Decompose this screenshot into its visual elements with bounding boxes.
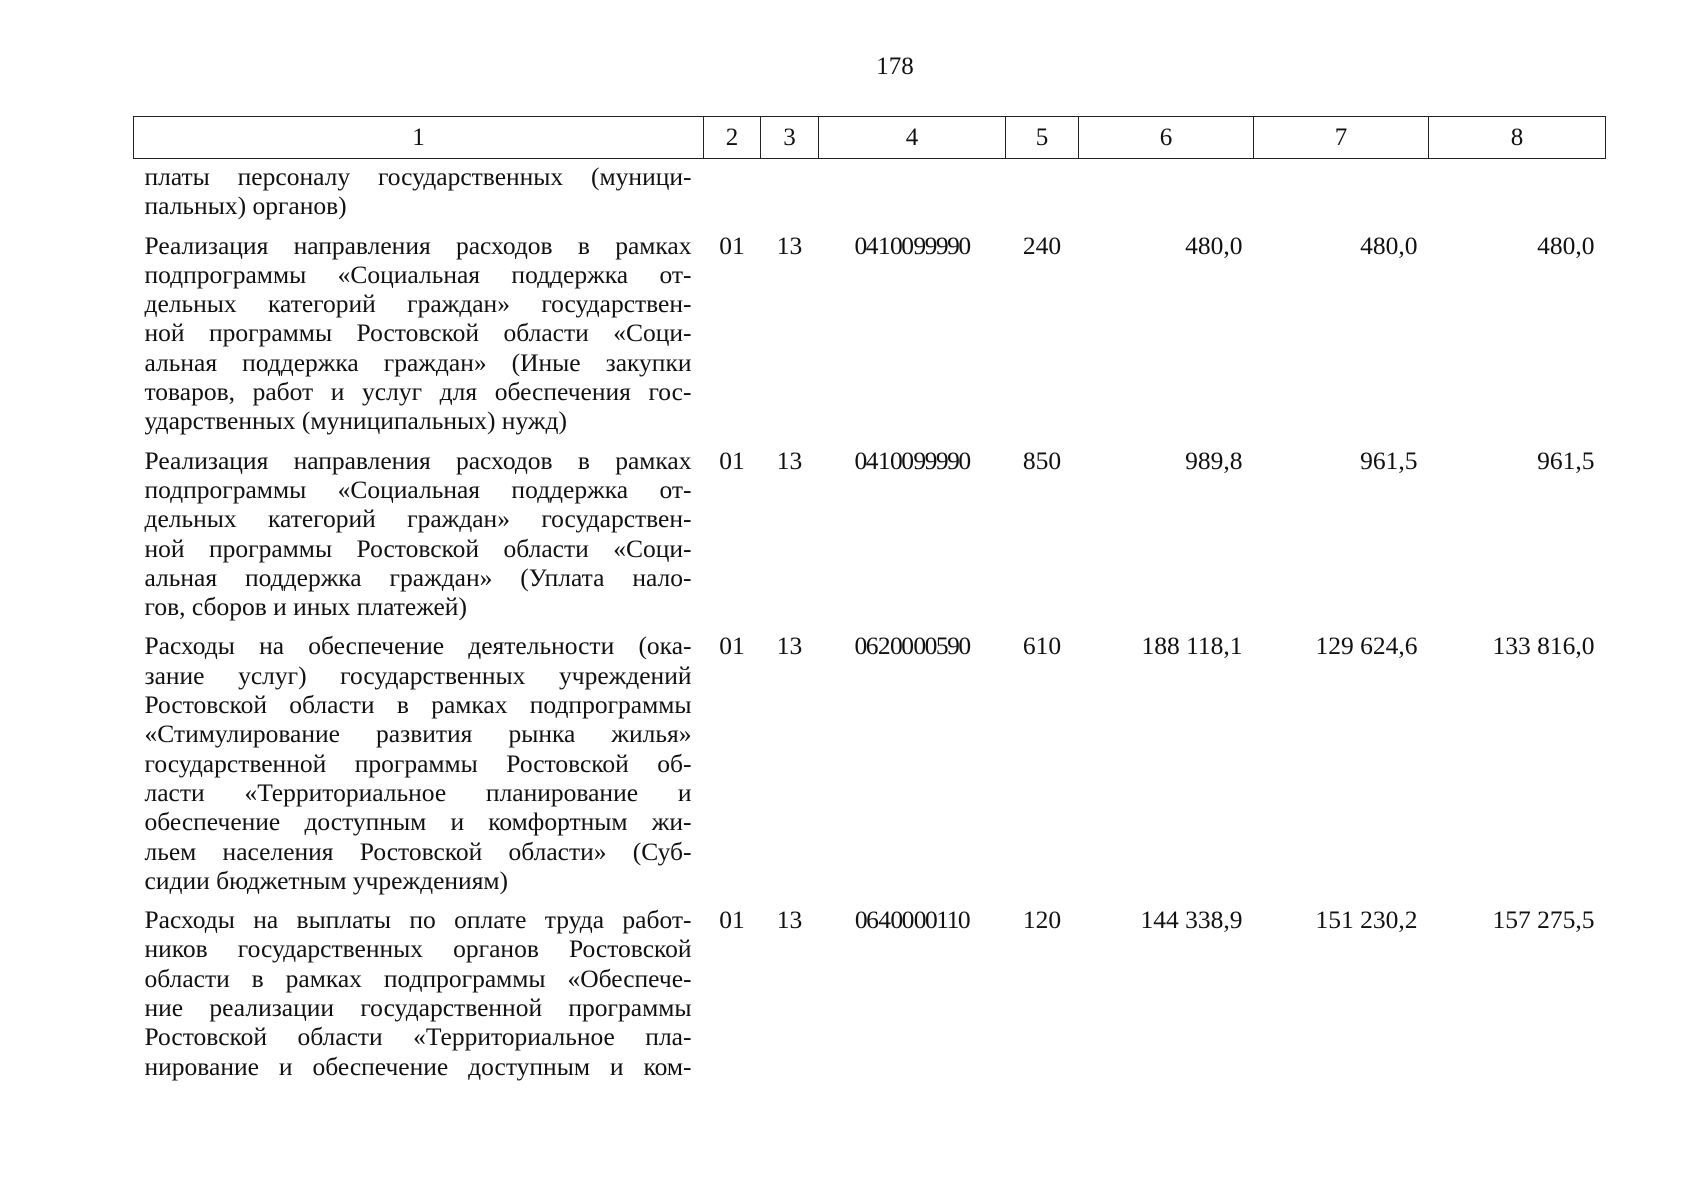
- table-row: [134, 621, 1606, 895]
- amount-year-1: 480,0: [1185, 230, 1243, 260]
- section-code: 01: [719, 445, 745, 475]
- target-article-code: 04 1 00 99990: [854, 445, 970, 475]
- table-row: [134, 436, 1606, 622]
- description-line: ние реализации государственной программы: [144, 993, 692, 1023]
- description-line: Ростовской области в рамках подпрограммы: [144, 690, 692, 720]
- amount-year-3: 961,5: [1537, 445, 1595, 475]
- section-code: 01: [719, 905, 745, 935]
- column-header-3: 3: [761, 117, 819, 159]
- section-code: [704, 159, 761, 221]
- subsection-code: [761, 159, 819, 221]
- description-line: ной программы Ростовской области «Соци-: [144, 318, 692, 348]
- table-row: [134, 221, 1606, 436]
- subsection-code: 13: [776, 631, 803, 661]
- description-line: платы персоналу государственных (муници-: [144, 162, 692, 191]
- description-line: «Стимулирование развития рынка жилья»: [144, 719, 692, 749]
- description-line: подпрограммы «Социальная поддержка от-: [144, 474, 692, 504]
- amount-year-2: 961,5: [1360, 445, 1418, 475]
- column-header-5: 5: [1006, 117, 1079, 159]
- table-header: [134, 117, 1606, 159]
- subsection-code: 13: [776, 230, 803, 260]
- description-line: зание услуг) государственных учреждений: [144, 660, 692, 690]
- description-line: подпрограммы «Социальная поддержка от-: [144, 259, 692, 289]
- amount-year-3: 480,0: [1537, 230, 1595, 260]
- table-body: [134, 159, 1606, 1081]
- description-line: товаров, работ и услуг для обеспечения гос-: [144, 377, 692, 407]
- column-header-7: 7: [1254, 117, 1429, 159]
- amount-year-3: [1429, 159, 1606, 221]
- description-line: области в рамках подпрограммы «Обеспече-: [144, 963, 692, 993]
- subsection-code: 13: [776, 905, 803, 935]
- amount-year-1: 188 118,1: [1141, 631, 1243, 661]
- row-description: [134, 159, 704, 221]
- column-header-6: 6: [1079, 117, 1254, 159]
- column-number-row: [134, 117, 1606, 159]
- page-number: 178: [876, 53, 914, 80]
- target-article-code: 04 1 00 99990: [854, 230, 970, 260]
- description-line: Расходы на обеспечение деятельности (ока-: [144, 631, 692, 661]
- description-line: дельных категорий граждан» государствен-: [144, 289, 692, 319]
- description-line: альная поддержка граждан» (Иные закупки: [144, 347, 692, 377]
- row-description: [134, 221, 704, 436]
- description-line: альная поддержка граждан» (Уплата нало-: [144, 562, 692, 592]
- description-line: Расходы на выплаты по оплате труда работ-: [144, 905, 692, 935]
- subsection-code: 13: [776, 445, 803, 475]
- amount-year-3: 133 816,0: [1492, 631, 1595, 661]
- section-code: 01: [719, 631, 745, 661]
- amount-year-1: 989,8: [1185, 445, 1243, 475]
- description-line: ной программы Ростовской области «Соци-: [144, 533, 692, 563]
- column-header-1: 1: [134, 117, 704, 159]
- description-line: государственной программы Ростовской об-: [144, 748, 692, 778]
- table-row: [134, 895, 1606, 1081]
- description-line: ласти «Территориальное планирование и: [144, 777, 692, 807]
- description-line: нирование и обеспечение доступным и ком-: [144, 1051, 692, 1081]
- amount-year-1: 144 338,9: [1140, 905, 1243, 935]
- amount-year-2: 480,0: [1360, 230, 1418, 260]
- description-line: гов, сборов и иных платежей): [144, 592, 467, 622]
- expense-type-code: 240: [1022, 230, 1062, 260]
- column-header-2: 2: [704, 117, 761, 159]
- budget-table: [133, 116, 1606, 1081]
- description-line: льем населения Ростовской области» (Суб-: [144, 836, 692, 866]
- amount-year-1: [1079, 159, 1254, 221]
- column-header-4: 4: [819, 117, 1006, 159]
- row-description: [134, 621, 704, 895]
- description-line: Реализация направления расходов в рамках: [144, 230, 692, 260]
- amount-year-3: 157 275,5: [1492, 905, 1595, 935]
- column-header-8: 8: [1429, 117, 1606, 159]
- target-article-code: [819, 159, 1006, 221]
- amount-year-2: 129 624,6: [1315, 631, 1418, 661]
- expense-type-code: 610: [1022, 631, 1062, 661]
- description-line: ударственных (муниципальных) нужд): [144, 406, 567, 436]
- expense-type-code: 850: [1022, 445, 1062, 475]
- description-line: пальных) органов): [144, 191, 347, 221]
- description-line: обеспечение доступным и комфортным жи-: [144, 807, 692, 837]
- amount-year-2: 151 230,2: [1315, 905, 1418, 935]
- description-line: сидии бюджетным учреждениям): [144, 865, 509, 895]
- row-description: [134, 436, 704, 622]
- table-row: [134, 159, 1606, 221]
- amount-year-2: [1254, 159, 1429, 221]
- description-line: Реализация направления расходов в рамках: [144, 445, 692, 475]
- section-code: 01: [719, 230, 745, 260]
- row-description: [134, 895, 704, 1081]
- expense-type-code: [1006, 159, 1079, 221]
- description-line: дельных категорий граждан» государствен-: [144, 504, 692, 534]
- expense-type-code: 120: [1022, 905, 1062, 935]
- description-line: Ростовской области «Территориальное пла-: [144, 1022, 692, 1052]
- target-article-code: 06 2 00 00590: [854, 631, 970, 661]
- target-article-code: 06 4 00 00110: [854, 905, 970, 935]
- description-line: ников государственных органов Ростовской: [144, 934, 692, 964]
